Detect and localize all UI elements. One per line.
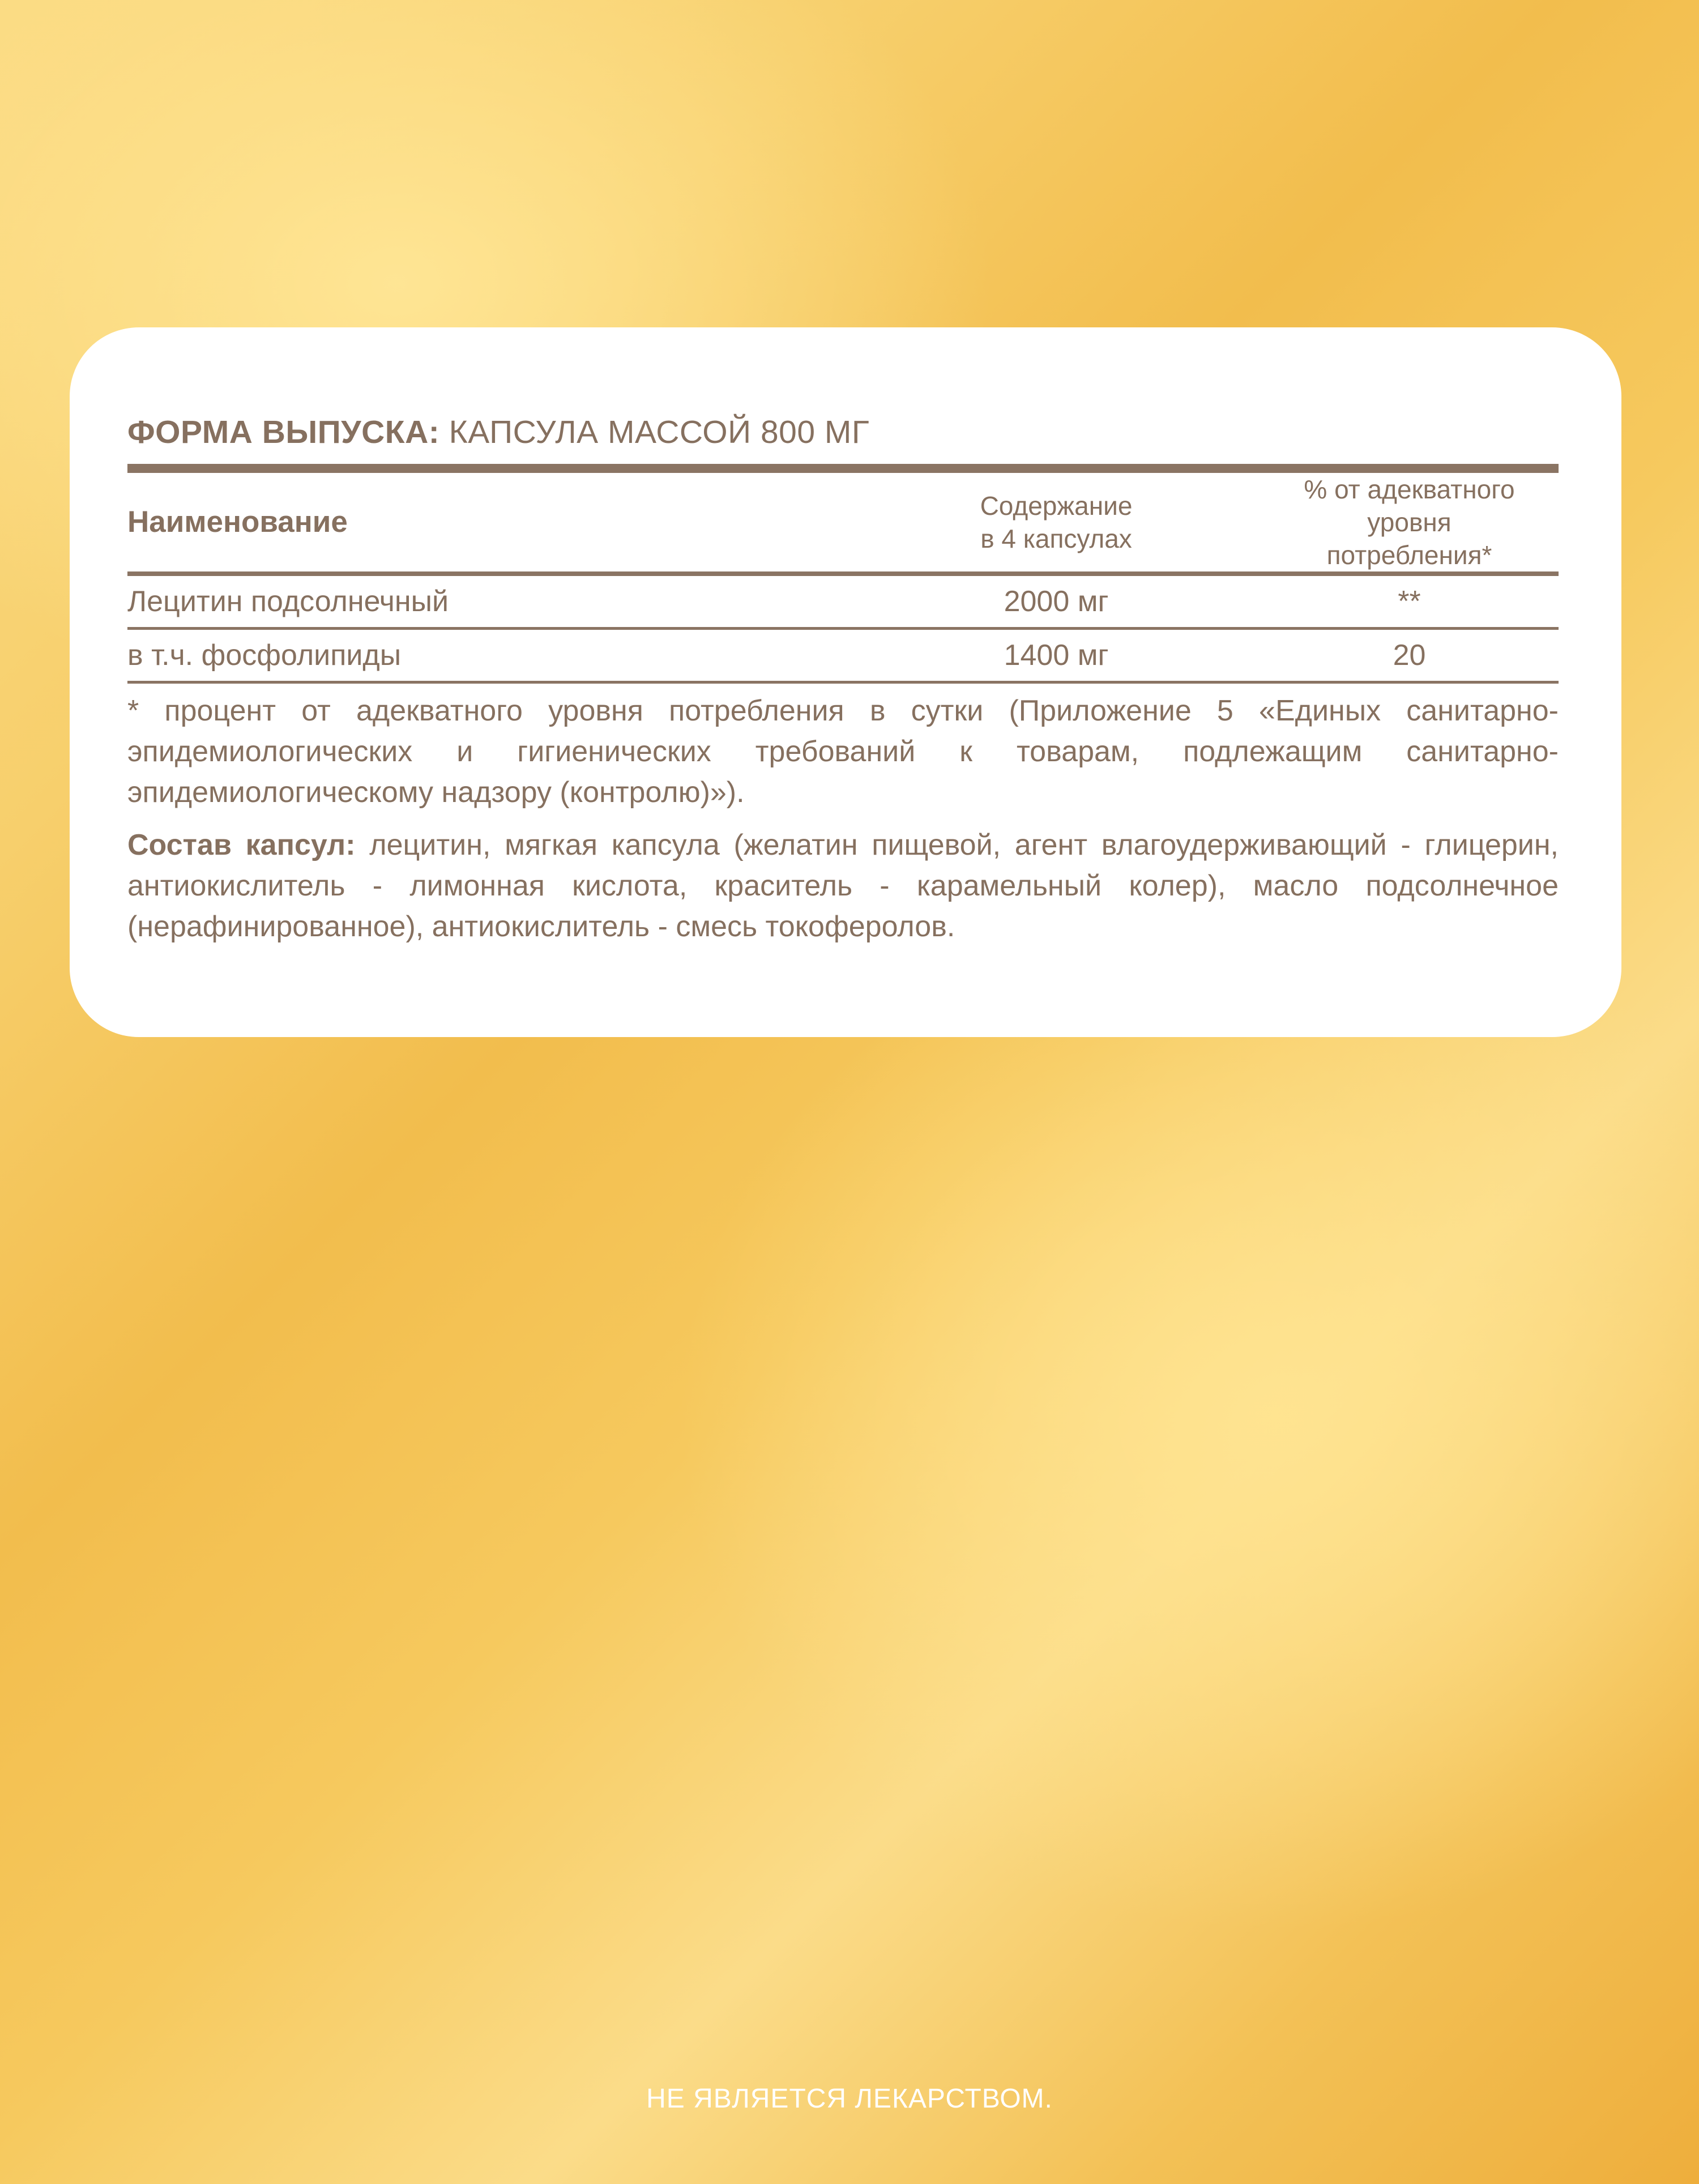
row-amount: 2000 мг [1004, 585, 1109, 618]
row-name: в т.ч. фосфолипиды [127, 639, 402, 672]
header-amount [852, 468, 1260, 574]
table-row [127, 574, 1559, 629]
composition-text [127, 825, 1559, 947]
header-amount-line2: в 4 капсулах [980, 524, 1132, 553]
not-medicine-disclaimer: НЕ ЯВЛЯЕТСЯ ЛЕКАРСТВОМ. [646, 2084, 1053, 2114]
row-percent: 20 [1393, 639, 1426, 672]
release-form-title [127, 413, 869, 451]
row-percent: ** [1398, 585, 1421, 618]
row-amount: 1400 мг [1004, 639, 1109, 672]
row-name: Лецитин подсолнечный [127, 585, 449, 618]
info-card [70, 327, 1621, 1037]
table-header-row [127, 468, 1559, 574]
footnote: * процент от адекватного уровня потребления в сутки (Приложение 5 «Единых санитарно-эпидемиологических и гигиенических требований к товарам, подлежащим санитарно-эпидемиологическому надзору (контролю)»). [127, 694, 1559, 809]
table-row [127, 629, 1559, 682]
header-amount-line1: Содержание [980, 491, 1133, 521]
release-form-label: ФОРМА ВЫПУСКА: [127, 414, 440, 450]
composition-label: Состав капсул: [127, 829, 356, 861]
header-name: Наименование [127, 505, 348, 539]
header-percent [1260, 468, 1559, 574]
header-percent-line2: потребления* [1326, 540, 1492, 570]
release-form-value: КАПСУЛА МАССОЙ 800 МГ [449, 414, 870, 450]
header-percent-line1: % от адекватного уровня [1304, 475, 1515, 537]
composition-table [127, 464, 1559, 684]
composition-body: лецитин, мягкая капсула (желатин пищевой, агент влагоудерживающий - глицерин, антиокислитель - лимонная кислота, краситель - карамельный колер), масло подсолнечное (нерафинированное), антиокислитель - смесь токоферолов. [127, 829, 1559, 943]
